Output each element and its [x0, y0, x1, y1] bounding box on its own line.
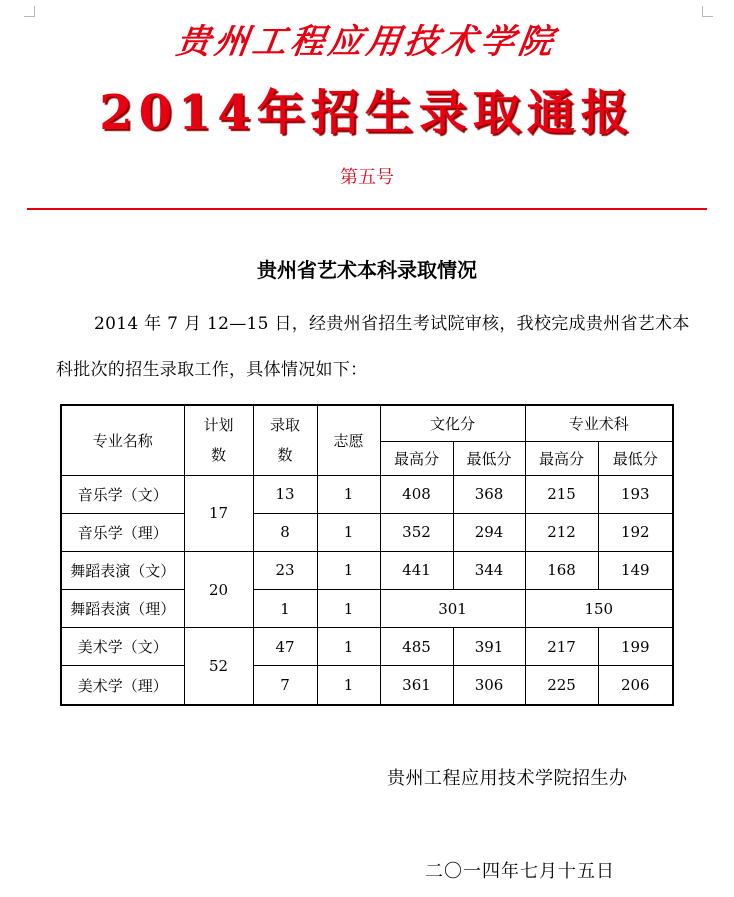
table-row [61, 590, 673, 628]
art-single-cell: 150 [525, 590, 673, 628]
header-art-max: 最高分 [525, 441, 598, 475]
choice-cell: 1 [317, 475, 380, 513]
article-title: 贵州省艺术本科录取情况 [257, 258, 477, 282]
art-min-cell: 193 [598, 475, 673, 513]
art-max-cell: 225 [525, 666, 598, 705]
culture-min-cell: 391 [453, 628, 525, 666]
art-max-cell: 168 [525, 551, 598, 589]
header-culture-min: 最低分 [453, 441, 525, 475]
major-cell: 音乐学（理） [61, 513, 184, 551]
header-art: 专业术科 [525, 405, 673, 441]
issuer-signoff: 贵州工程应用技术学院招生办 [387, 768, 628, 789]
issue-date: 二〇一四年七月十五日 [425, 861, 615, 882]
header-plan-text: 计划数 [203, 416, 234, 465]
culture-min-cell: 294 [453, 513, 525, 551]
table-row [61, 666, 673, 705]
major-cell: 舞蹈表演（理） [61, 590, 184, 628]
culture-max-cell: 441 [380, 551, 453, 589]
choice-cell: 1 [317, 628, 380, 666]
header-major: 专业名称 [61, 405, 184, 475]
table-row [61, 551, 673, 589]
choice-cell: 1 [317, 590, 380, 628]
culture-max-cell: 408 [380, 475, 453, 513]
art-min-cell: 192 [598, 513, 673, 551]
art-max-cell: 212 [525, 513, 598, 551]
table-row [61, 513, 673, 551]
choice-cell: 1 [317, 551, 380, 589]
culture-single-cell: 301 [380, 590, 525, 628]
table-row [61, 628, 673, 666]
culture-max-cell: 361 [380, 666, 453, 705]
plan-cell: 17 [184, 475, 253, 551]
plan-cell: 52 [184, 628, 253, 705]
header-choice: 志愿 [317, 405, 380, 475]
major-cell: 舞蹈表演（文） [61, 551, 184, 589]
art-max-cell: 217 [525, 628, 598, 666]
header-plan [184, 405, 253, 475]
admitted-cell: 8 [253, 513, 317, 551]
choice-cell: 1 [317, 666, 380, 705]
culture-min-cell: 368 [453, 475, 525, 513]
header-culture: 文化分 [380, 405, 525, 441]
art-min-cell: 206 [598, 666, 673, 705]
art-max-cell: 215 [525, 475, 598, 513]
plan-cell: 20 [184, 551, 253, 627]
admitted-cell: 1 [253, 590, 317, 628]
issue-number: 第五号 [340, 167, 394, 188]
admitted-cell: 47 [253, 628, 317, 666]
header-admitted-text: 录取数 [269, 416, 300, 465]
major-cell: 音乐学（文） [61, 475, 184, 513]
art-min-cell: 149 [598, 551, 673, 589]
bulletin-headline: 2014年招生录取通报 [99, 85, 635, 141]
article-paragraph: 2014 年 7 月 12—15 日，经贵州省招生考试院审核，我校完成贵州省艺术本科批次的招生录取工作，具体情况如下： [56, 314, 690, 380]
table-row [61, 475, 673, 513]
header-admitted [253, 405, 317, 475]
culture-max-cell: 485 [380, 628, 453, 666]
culture-min-cell: 344 [453, 551, 525, 589]
table-header-row [61, 405, 673, 441]
school-name-calligraphy: 贵州工程应用技术学院 [173, 22, 560, 62]
header-art-min: 最低分 [598, 441, 673, 475]
culture-max-cell: 352 [380, 513, 453, 551]
culture-min-cell: 306 [453, 666, 525, 705]
major-cell: 美术学（理） [61, 666, 184, 705]
admitted-cell: 23 [253, 551, 317, 589]
art-min-cell: 199 [598, 628, 673, 666]
admission-table [60, 404, 674, 706]
choice-cell: 1 [317, 513, 380, 551]
header-culture-max: 最高分 [380, 441, 453, 475]
major-cell: 美术学（文） [61, 628, 184, 666]
admitted-cell: 13 [253, 475, 317, 513]
red-divider [27, 208, 707, 210]
admitted-cell: 7 [253, 666, 317, 705]
